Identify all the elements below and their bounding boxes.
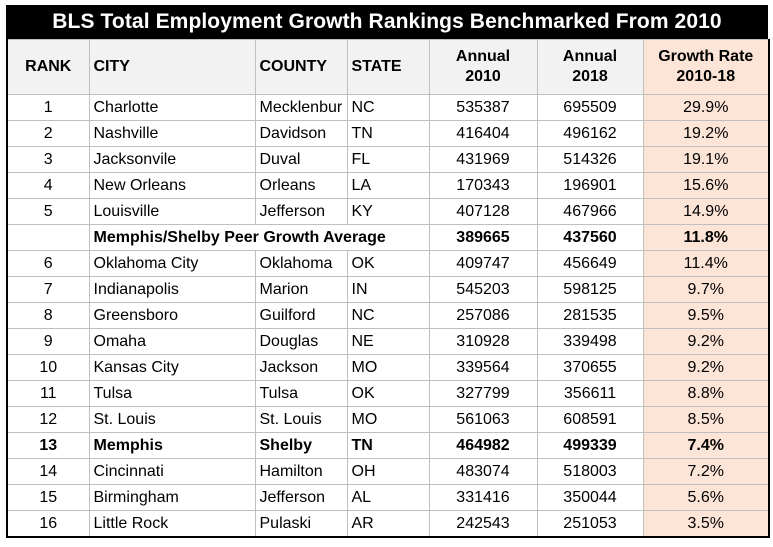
annual-2010-cell: 409747 (429, 251, 537, 277)
header-annual-2018 (537, 40, 643, 95)
county-cell: Duval (255, 147, 347, 173)
city-cell: New Orleans (89, 173, 255, 199)
growth-rate-cell: 11.4% (643, 251, 769, 277)
annual-2018-cell: 350044 (537, 485, 643, 511)
table-row (7, 277, 769, 303)
annual-2018-cell: 695509 (537, 95, 643, 121)
rank-cell: 8 (7, 303, 89, 329)
table-row (7, 173, 769, 199)
annual-2018-cell: 370655 (537, 355, 643, 381)
rank-cell: 13 (7, 433, 89, 459)
county-cell: Guilford (255, 303, 347, 329)
county-cell: Tulsa (255, 381, 347, 407)
table-row (7, 121, 769, 147)
annual-2018-cell: 608591 (537, 407, 643, 433)
peer-average-2010: 389665 (429, 225, 537, 251)
table-row (7, 251, 769, 277)
county-cell: Jackson (255, 355, 347, 381)
growth-rate-cell: 9.7% (643, 277, 769, 303)
annual-2018-cell: 339498 (537, 329, 643, 355)
annual-2018-cell: 467966 (537, 199, 643, 225)
city-cell: Kansas City (89, 355, 255, 381)
table-row (7, 459, 769, 485)
rank-cell: 6 (7, 251, 89, 277)
table-row (7, 95, 769, 121)
growth-rate-cell: 15.6% (643, 173, 769, 199)
header-county: COUNTY (255, 40, 347, 95)
annual-2010-cell: 327799 (429, 381, 537, 407)
rank-cell: 3 (7, 147, 89, 173)
peer-average-row (7, 225, 769, 251)
rank-cell: 4 (7, 173, 89, 199)
annual-2018-cell: 356611 (537, 381, 643, 407)
state-cell: OK (347, 381, 429, 407)
rankings-sheet (6, 5, 768, 538)
city-cell: St. Louis (89, 407, 255, 433)
rank-cell: 10 (7, 355, 89, 381)
county-cell: Douglas (255, 329, 347, 355)
growth-rate-cell: 7.4% (643, 433, 769, 459)
state-cell: NC (347, 95, 429, 121)
annual-2010-cell: 431969 (429, 147, 537, 173)
table-body-peer (7, 225, 769, 251)
county-cell: Marion (255, 277, 347, 303)
annual-2018-cell: 251053 (537, 511, 643, 538)
table-body-top (7, 95, 769, 225)
table-row (7, 407, 769, 433)
header-state: STATE (347, 40, 429, 95)
growth-rate-cell: 14.9% (643, 199, 769, 225)
county-cell: Jefferson (255, 485, 347, 511)
city-cell: Louisville (89, 199, 255, 225)
header-growth-rate (643, 40, 769, 95)
annual-2018-cell: 514326 (537, 147, 643, 173)
growth-rate-cell: 9.2% (643, 329, 769, 355)
annual-2010-cell: 257086 (429, 303, 537, 329)
header-annual-2018-line1: Annual (562, 48, 618, 65)
city-cell: Tulsa (89, 381, 255, 407)
city-cell: Cincinnati (89, 459, 255, 485)
annual-2010-cell: 407128 (429, 199, 537, 225)
growth-rate-cell: 9.5% (643, 303, 769, 329)
annual-2010-cell: 242543 (429, 511, 537, 538)
city-cell: Jacksonvile (89, 147, 255, 173)
table-row (7, 433, 769, 459)
rank-cell: 5 (7, 199, 89, 225)
city-cell: Omaha (89, 329, 255, 355)
city-cell: Greensboro (89, 303, 255, 329)
state-cell: MO (347, 355, 429, 381)
annual-2010-cell: 483074 (429, 459, 537, 485)
table-row (7, 511, 769, 538)
growth-rate-cell: 29.9% (643, 95, 769, 121)
header-growth-line1: Growth Rate (658, 48, 754, 65)
header-annual-2010-line2: 2010 (465, 68, 501, 85)
annual-2010-cell: 561063 (429, 407, 537, 433)
table-row (7, 199, 769, 225)
annual-2018-cell: 518003 (537, 459, 643, 485)
state-cell: NE (347, 329, 429, 355)
growth-rate-cell: 9.2% (643, 355, 769, 381)
table-row (7, 355, 769, 381)
county-cell: Jefferson (255, 199, 347, 225)
growth-rate-cell: 5.6% (643, 485, 769, 511)
growth-rate-cell: 8.8% (643, 381, 769, 407)
peer-average-2018: 437560 (537, 225, 643, 251)
table-row (7, 303, 769, 329)
annual-2018-cell: 196901 (537, 173, 643, 199)
city-cell: Memphis (89, 433, 255, 459)
city-cell: Charlotte (89, 95, 255, 121)
header-rank: RANK (7, 40, 89, 95)
growth-rate-cell: 7.2% (643, 459, 769, 485)
county-cell: St. Louis (255, 407, 347, 433)
header-row (7, 40, 769, 95)
state-cell: AR (347, 511, 429, 538)
state-cell: NC (347, 303, 429, 329)
city-cell: Nashville (89, 121, 255, 147)
rank-cell: 14 (7, 459, 89, 485)
county-cell: Hamilton (255, 459, 347, 485)
state-cell: LA (347, 173, 429, 199)
state-cell: TN (347, 433, 429, 459)
growth-rate-cell: 8.5% (643, 407, 769, 433)
header-annual-2010-line1: Annual (455, 48, 511, 65)
annual-2010-cell: 339564 (429, 355, 537, 381)
county-cell: Mecklenbur (255, 95, 347, 121)
state-cell: OH (347, 459, 429, 485)
city-cell: Oklahoma City (89, 251, 255, 277)
state-cell: KY (347, 199, 429, 225)
annual-2018-cell: 281535 (537, 303, 643, 329)
rank-cell: 7 (7, 277, 89, 303)
peer-rank-cell (7, 225, 89, 251)
peer-average-rate: 11.8% (643, 225, 769, 251)
annual-2010-cell: 535387 (429, 95, 537, 121)
table-row (7, 485, 769, 511)
county-cell: Davidson (255, 121, 347, 147)
state-cell: MO (347, 407, 429, 433)
city-cell: Little Rock (89, 511, 255, 538)
rank-cell: 16 (7, 511, 89, 538)
state-cell: OK (347, 251, 429, 277)
header-growth-line2: 2010-18 (676, 68, 736, 85)
table-row (7, 381, 769, 407)
growth-rate-cell: 19.2% (643, 121, 769, 147)
header-annual-2010 (429, 40, 537, 95)
table-row (7, 329, 769, 355)
rank-cell: 11 (7, 381, 89, 407)
growth-rate-cell: 19.1% (643, 147, 769, 173)
city-cell: Indianapolis (89, 277, 255, 303)
table-title: BLS Total Employment Growth Rankings Benchmarked From 2010 (6, 5, 768, 39)
state-cell: FL (347, 147, 429, 173)
annual-2018-cell: 496162 (537, 121, 643, 147)
rankings-table (6, 39, 770, 538)
annual-2010-cell: 545203 (429, 277, 537, 303)
annual-2010-cell: 310928 (429, 329, 537, 355)
peer-average-label: Memphis/Shelby Peer Growth Average (89, 225, 429, 251)
annual-2010-cell: 331416 (429, 485, 537, 511)
table-body-bottom (7, 251, 769, 538)
rank-cell: 9 (7, 329, 89, 355)
header-annual-2018-line2: 2018 (572, 68, 608, 85)
county-cell: Orleans (255, 173, 347, 199)
rank-cell: 12 (7, 407, 89, 433)
annual-2010-cell: 170343 (429, 173, 537, 199)
table-row (7, 147, 769, 173)
rank-cell: 1 (7, 95, 89, 121)
annual-2010-cell: 464982 (429, 433, 537, 459)
county-cell: Oklahoma (255, 251, 347, 277)
annual-2018-cell: 456649 (537, 251, 643, 277)
state-cell: IN (347, 277, 429, 303)
annual-2018-cell: 499339 (537, 433, 643, 459)
annual-2010-cell: 416404 (429, 121, 537, 147)
state-cell: AL (347, 485, 429, 511)
annual-2018-cell: 598125 (537, 277, 643, 303)
growth-rate-cell: 3.5% (643, 511, 769, 538)
rank-cell: 15 (7, 485, 89, 511)
header-city: CITY (89, 40, 255, 95)
city-cell: Birmingham (89, 485, 255, 511)
county-cell: Shelby (255, 433, 347, 459)
county-cell: Pulaski (255, 511, 347, 538)
state-cell: TN (347, 121, 429, 147)
rank-cell: 2 (7, 121, 89, 147)
